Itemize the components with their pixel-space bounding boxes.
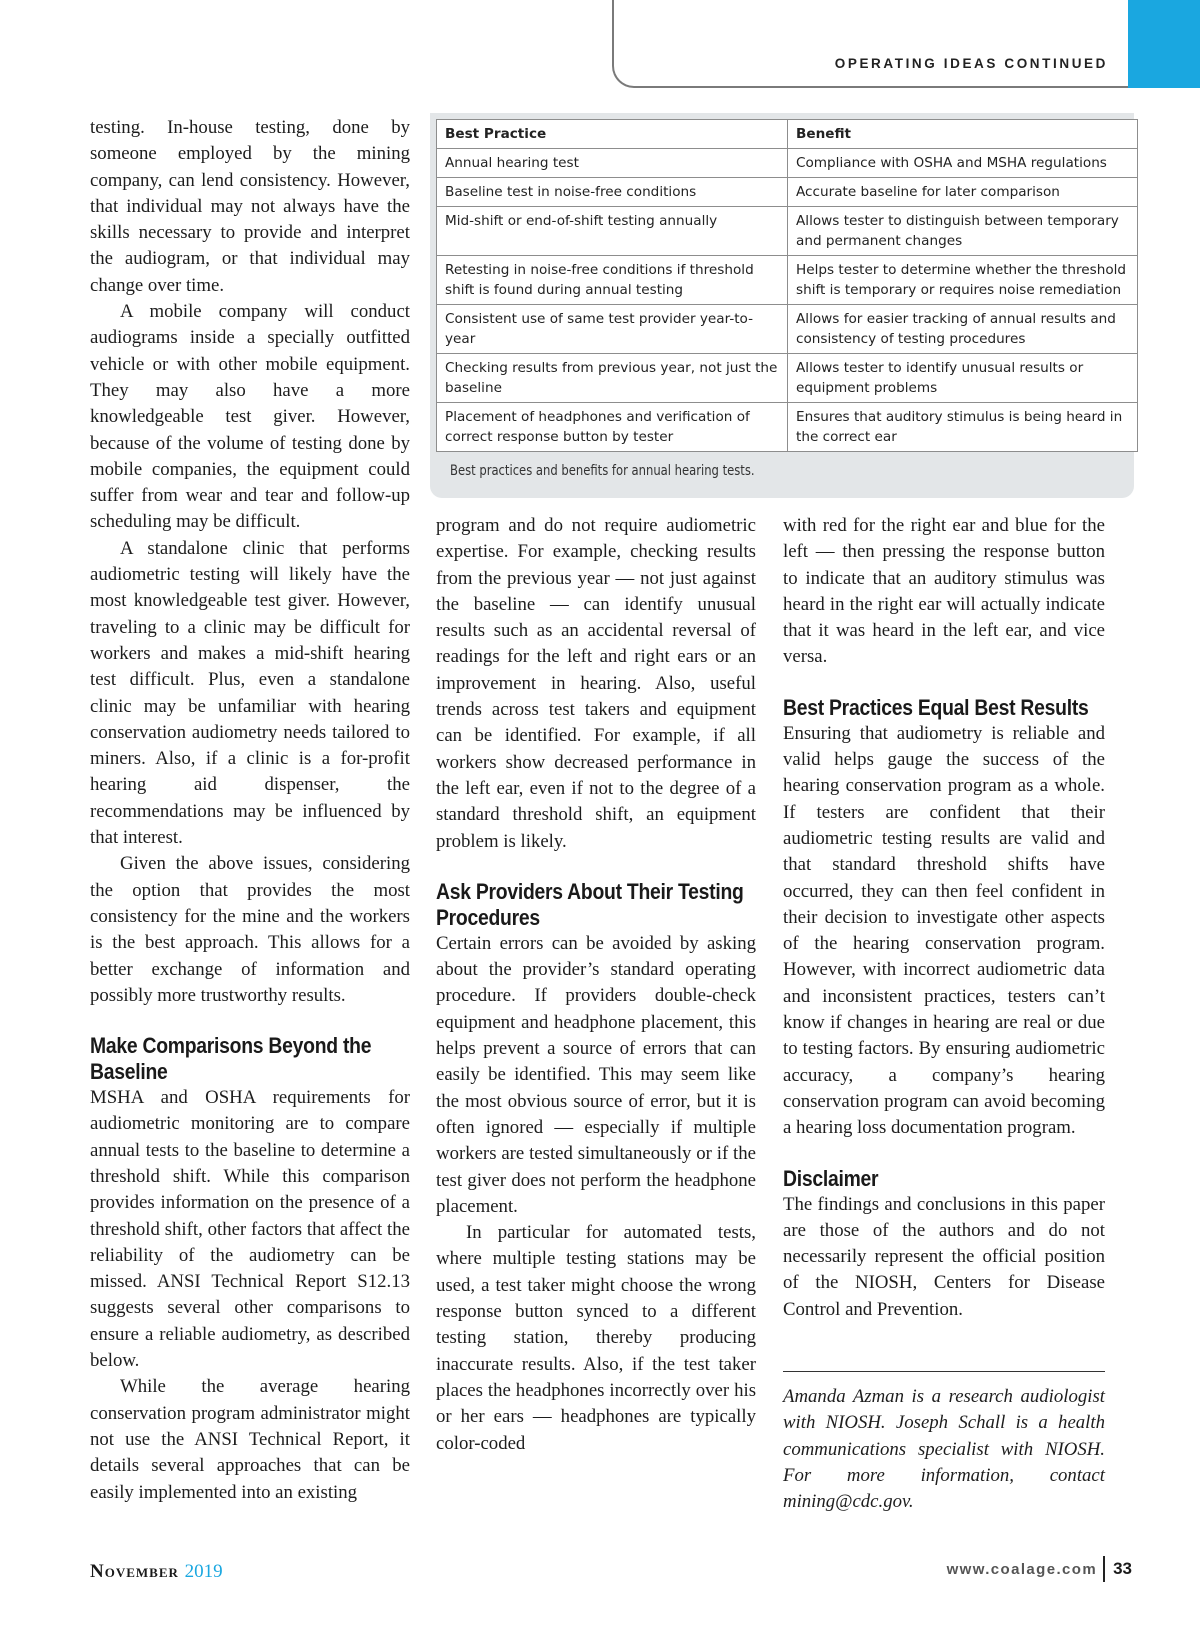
best-practices-table xyxy=(436,119,1138,452)
table-header-cell: Best Practice xyxy=(437,120,788,149)
footer-separator xyxy=(1103,1556,1105,1582)
paragraph: Ensuring that audiometry is reliable and valid helps gauge the success of the hearing conservation program as a whole. If testers are confident that their audiometric testing results are valid and that standard threshold shifts have occurred, they can then feel confident in their decision to investigate other aspects of the hearing conservation program. However, with incorrect audiometric data and inconsistent practices, testers can’t know if changes in hearing are real or due to testing factors. By ensuring audiometric accuracy, a company’s hearing conservation program can avoid becoming a hearing loss documentation program. xyxy=(783,722,1105,1139)
column-3 xyxy=(783,513,1105,1323)
table-header-row xyxy=(437,120,1138,149)
paragraph: A standalone clinic that performs audiometric testing will likely have the most knowledgeable test giver. However, traveling to a clinic may be difficult for workers and makes a mid-shift hearing test difficult. Plus, even a standalone clinic may be unfamiliar with hearing conservation audiometry needs tailored to miners. Also, if a clinic is a for-profit hearing aid dispenser, the recommendations may be influenced by that interest. xyxy=(90,537,410,849)
header-tab-frame xyxy=(612,0,1134,88)
author-bio-text: Amanda Azman is a research audiologist with NIOSH. Joseph Schall is a health communications specialist with NIOSH. For more information, contact mining@cdc.gov. xyxy=(783,1386,1105,1513)
paragraph: Certain errors can be avoided by asking about the provider’s standard operating procedure. If providers double-check equipment and headphone placement, this helps prevent a source of errors that can easily be identified. This may seem like the most obvious source of error, but it is often ignored — especially if multiple workers are tested simultaneously or if the test giver does not perform the headphone placement. xyxy=(436,932,756,1217)
paragraph: The findings and conclusions in this paper are those of the authors and do not necessarily represent the official position of the NIOSH, Centers for Disease Control and Prevention. xyxy=(783,1193,1105,1320)
table-cell: Allows tester to identify unusual results or equipment problems xyxy=(788,354,1138,403)
table-row xyxy=(437,354,1138,403)
table-figure xyxy=(430,113,1134,498)
footer-issue-date xyxy=(90,1561,223,1583)
paragraph: testing. In-house testing, done by someone employed by the mining company, can lend consistency. However, that individual may not always have the skills necessary to provide and interpret the audiogram, or that individual may change over time. xyxy=(90,117,410,296)
section-heading: Disclaimer xyxy=(783,1165,879,1191)
footer-website[interactable]: www.coalage.com xyxy=(946,1560,1098,1578)
table-row xyxy=(437,305,1138,354)
footer-site xyxy=(947,1556,1132,1582)
section-heading: Ask Providers About Their Testing Procedures xyxy=(436,878,744,930)
table-cell: Retesting in noise-free conditions if threshold shift is found during annual testing xyxy=(437,256,788,305)
paragraph: MSHA and OSHA requirements for audiometric monitoring are to compare annual tests to the baseline to determine a threshold shift. While this comparison provides information on the presence of a threshold shift, other factors that affect the reliability of the audiometry can be missed. ANSI Technical Report S12.13 suggests several other comparisons to ensure a reliable audiometry, as described below. xyxy=(90,1087,410,1372)
paragraph: A mobile company will conduct audiograms inside a specially outfitted vehicle or with other mobile equipment. They may also have a more knowledgeable test giver. However, because of the volume of testing done by mobile companies, the equipment could suffer from wear and tear and follow-up scheduling may be difficult. xyxy=(90,301,410,533)
paragraph: While the average hearing conservation program administrator might not use the ANSI Technical Report, it details several approaches that can be easily implemented into an existing xyxy=(90,1376,410,1503)
section-heading: Make Comparisons Beyond the Baseline xyxy=(90,1033,372,1085)
table-caption: Best practices and benefits for annual hearing tests. xyxy=(450,463,755,479)
table-row xyxy=(437,149,1138,178)
table-cell: Ensures that auditory stimulus is being heard in the correct ear xyxy=(788,403,1138,452)
table-cell: Placement of headphones and verification of correct response button by tester xyxy=(437,403,788,452)
divider xyxy=(783,1371,1105,1372)
table-header-cell: Benefit xyxy=(788,120,1138,149)
table-cell: Allows for easier tracking of annual results and consistency of testing procedures xyxy=(788,305,1138,354)
footer-year: 2019 xyxy=(184,1561,223,1582)
author-bio xyxy=(783,1384,1105,1515)
section-label: OPERATING IDEAS CONTINUED xyxy=(834,56,1108,71)
paragraph: program and do not require audiometric expertise. For example, checking results from the previous year — not just against the baseline — can identify unusual results such as an accidental reversal of readings for the left and right ears or an improvement in hearing. Also, useful trends across test takers and equipment can be identified. For example, if all workers show decreased performance in the left ear, even if not to the degree of a standard threshold shift, an equipment problem is likely. xyxy=(436,515,756,852)
table-cell: Compliance with OSHA and MSHA regulations xyxy=(788,149,1138,178)
section-heading: Best Practices Equal Best Results xyxy=(783,694,1089,720)
table-row xyxy=(437,403,1138,452)
table-cell: Accurate baseline for later comparison xyxy=(788,178,1138,207)
paragraph: Given the above issues, considering the option that provides the most consistency for the mine and the workers is the best approach. This allows for a better exchange of information and possibly more trustworthy results. xyxy=(90,853,410,1006)
table-cell: Annual hearing test xyxy=(437,149,788,178)
column-2 xyxy=(436,513,756,1457)
column-1 xyxy=(90,115,410,1506)
footer-month: November xyxy=(90,1561,179,1582)
table-cell: Helps tester to determine whether the threshold shift is temporary or requires noise remediation xyxy=(788,256,1138,305)
table-cell: Allows tester to distinguish between temporary and permanent changes xyxy=(788,207,1138,256)
paragraph: In particular for automated tests, where multiple testing stations may be used, a test taker might choose the wrong response button synced to a different testing station, thereby producing inaccurate results. Also, if the test taker places the headphones incorrectly over his or her ears — headphones are typically color-coded xyxy=(436,1222,756,1454)
table-cell: Baseline test in noise-free conditions xyxy=(437,178,788,207)
page-number: 33 xyxy=(1113,1559,1132,1578)
table-cell: Consistent use of same test provider year-to-year xyxy=(437,305,788,354)
paragraph: with red for the right ear and blue for the left — then pressing the response button to indicate that an auditory stimulus was heard in the right ear will actually indicate that it was heard in the left ear, and vice versa. xyxy=(783,515,1105,668)
table-cell: Mid-shift or end-of-shift testing annually xyxy=(437,207,788,256)
table-row xyxy=(437,207,1138,256)
table-row xyxy=(437,178,1138,207)
table-cell: Checking results from previous year, not just the baseline xyxy=(437,354,788,403)
table-row xyxy=(437,256,1138,305)
accent-bar xyxy=(1128,0,1200,88)
